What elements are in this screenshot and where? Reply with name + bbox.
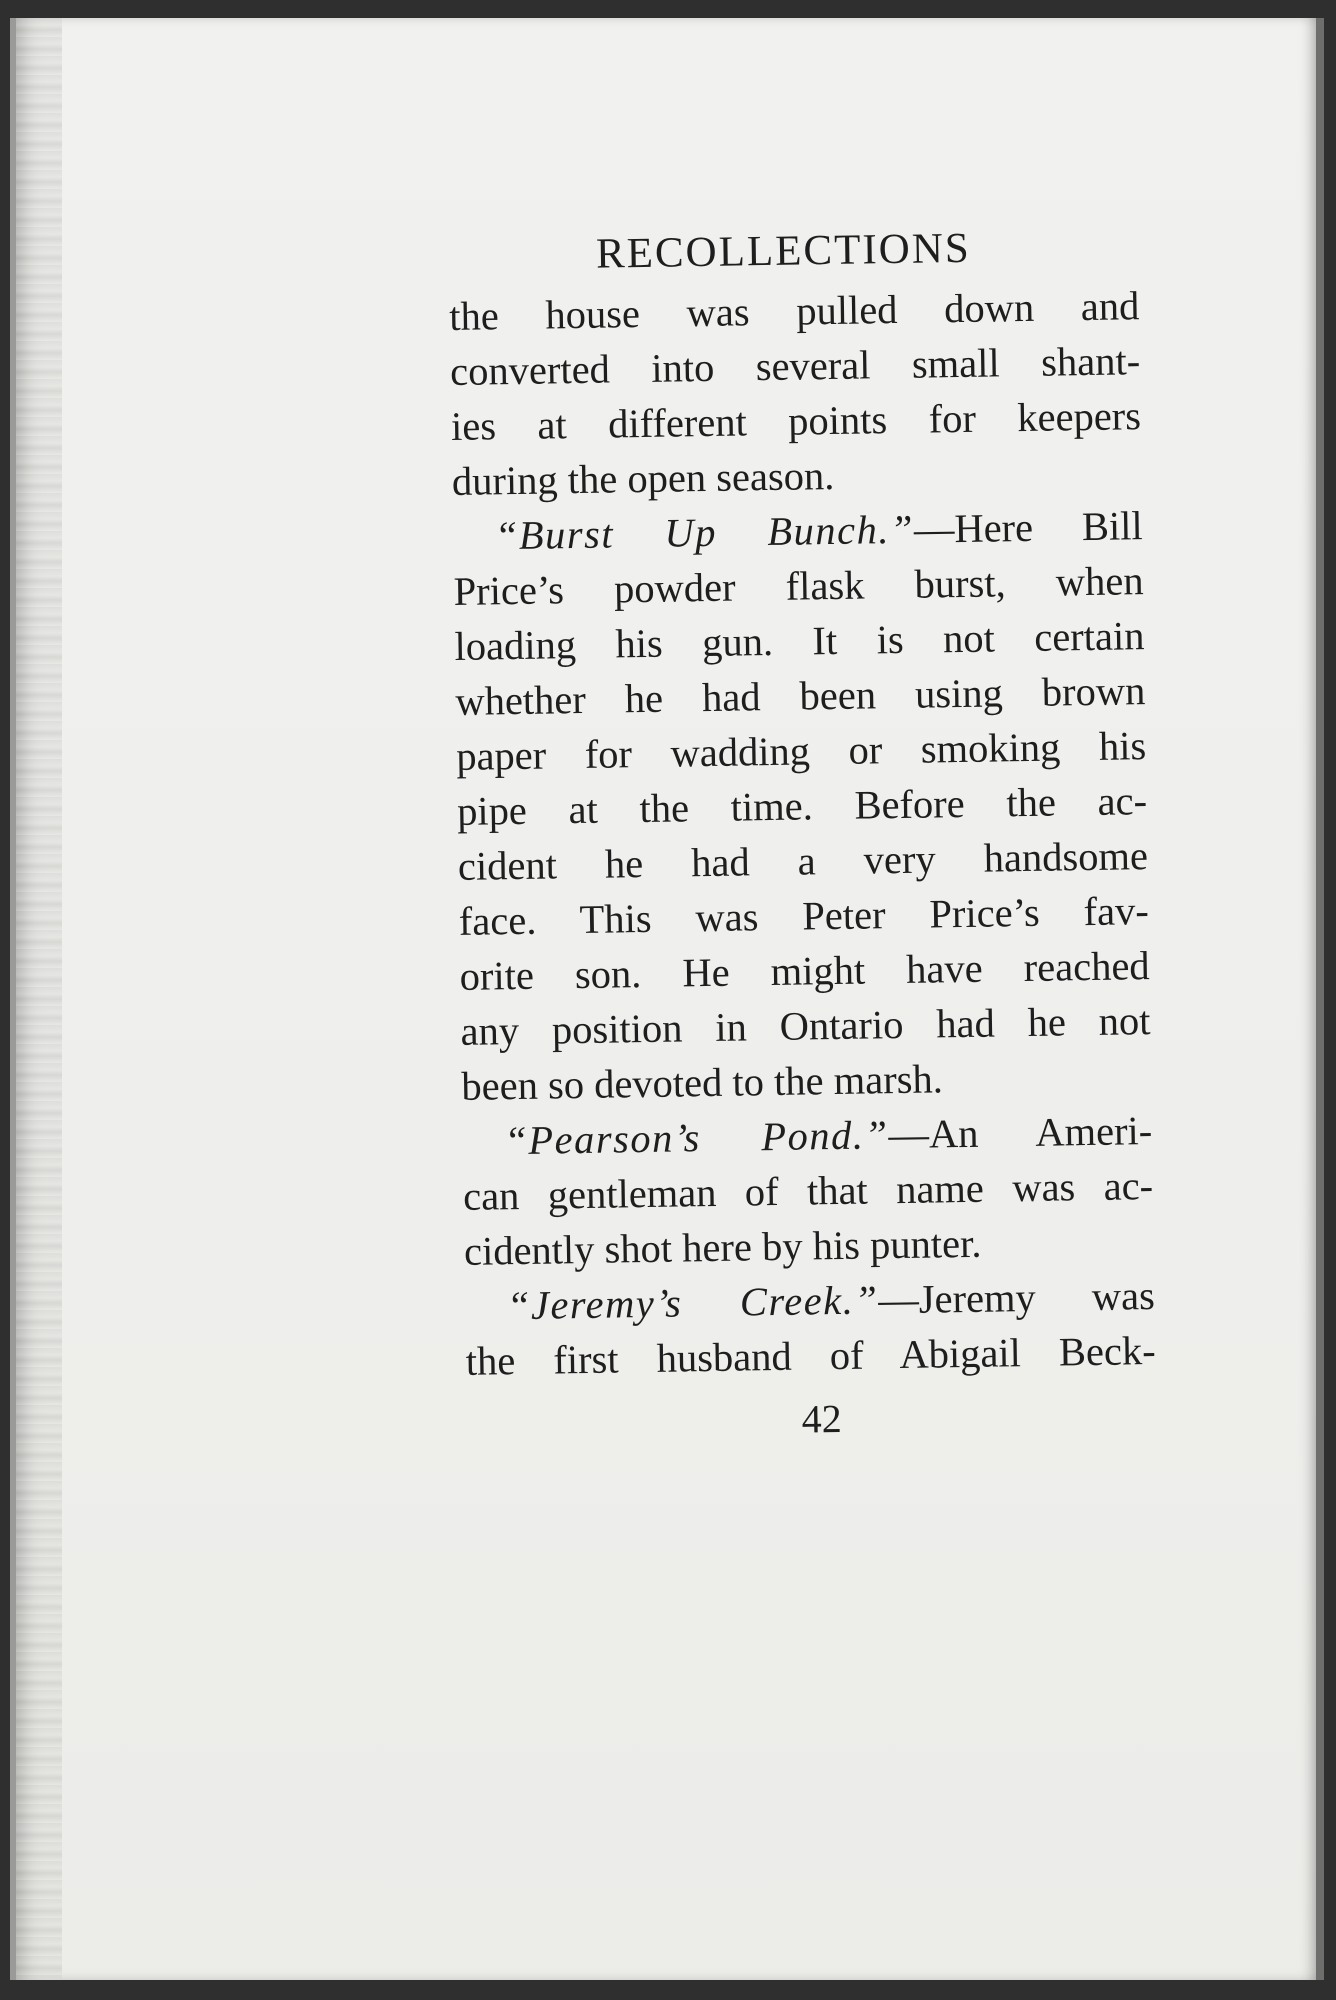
body-line: cidently shot here by his punter. xyxy=(463,1220,982,1274)
page-gutter-edge xyxy=(16,18,62,1980)
entry-line-pearsons-pond: “Pearson’s Pond.”—An Ameri- xyxy=(503,1108,1153,1164)
body-line: paper for wadding or smoking his xyxy=(455,723,1147,779)
body-line: pipe at the time. Before the ac- xyxy=(456,778,1148,834)
body-line: whether he had been using brown xyxy=(455,668,1146,724)
body-line: orite son. He might have reached xyxy=(459,943,1150,999)
body-line: can gentleman of that name was ac- xyxy=(462,1163,1154,1219)
book-page xyxy=(10,18,1324,1980)
body-line: the house was pulled down and xyxy=(448,283,1140,339)
entry-line-jeremys-creek: “Jeremy’s Creek.”—Jeremy was xyxy=(506,1273,1156,1329)
body-line: converted into several small shant- xyxy=(449,338,1141,394)
body-line: cident he had a very handsome xyxy=(457,833,1149,889)
body-line: any position in Ontario had he not xyxy=(460,998,1151,1054)
entry-line-burst-up-bunch: “Burst Up Bunch.”—Here Bill xyxy=(494,503,1144,559)
body-line: Price’s powder flask burst, when xyxy=(453,558,1144,614)
body-line: during the open season. xyxy=(451,452,835,504)
entry-title: “Pearson’s Pond.” xyxy=(503,1112,889,1164)
body-line: loading his gun. It is not certain xyxy=(454,613,1145,669)
body-line: face. This was Peter Price’s fav- xyxy=(458,888,1150,944)
text-block xyxy=(448,221,1157,1448)
entry-title: “Jeremy’s Creek.” xyxy=(506,1277,879,1329)
page-number: 42 xyxy=(801,1395,843,1442)
running-head: RECOLLECTIONS xyxy=(595,224,972,278)
entry-title: “Burst Up Bunch.” xyxy=(494,506,915,559)
body-line: ies at different points for keepers xyxy=(450,393,1142,449)
body-line: the first husband of Abigail Beck- xyxy=(465,1328,1157,1384)
body-line: been so devoted to the marsh. xyxy=(461,1056,944,1109)
